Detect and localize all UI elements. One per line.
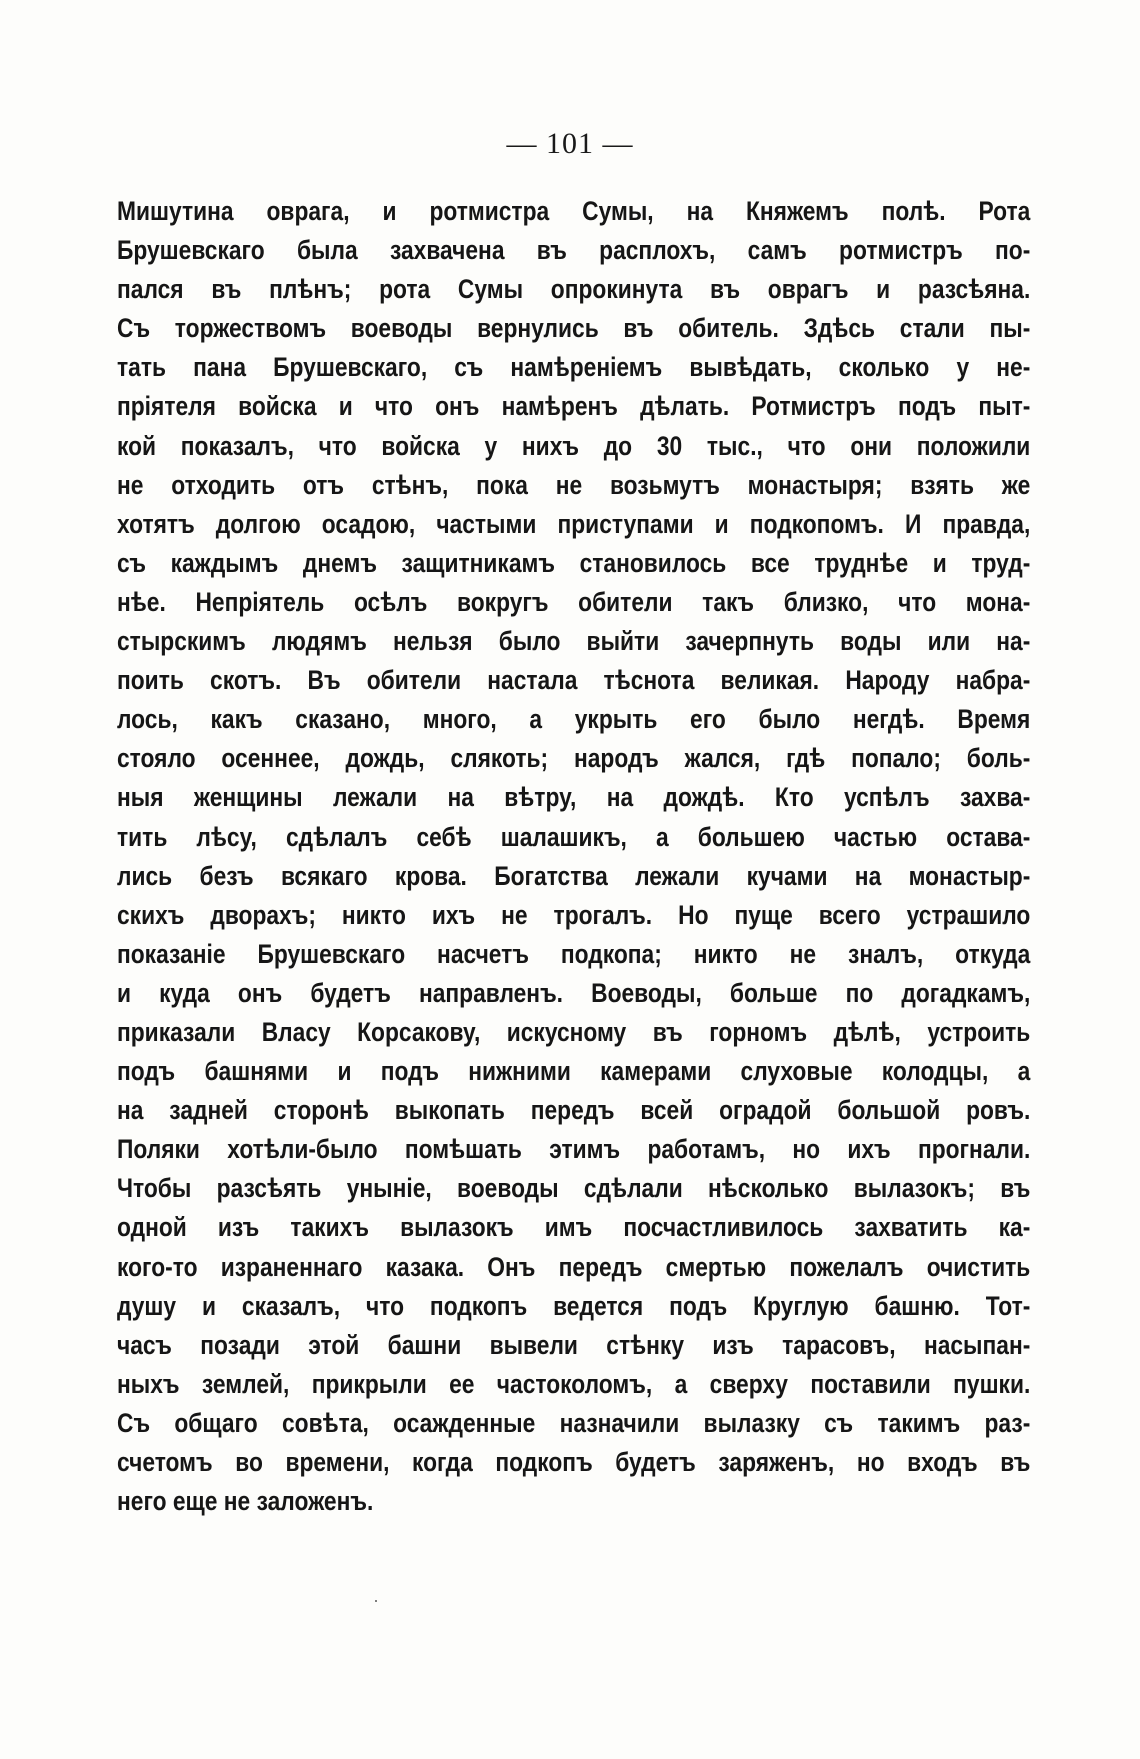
text-line: хотятъ долгою осадою, частыми приступами и подкопомъ. И правда, <box>117 508 1031 539</box>
text-line: скихъ дворахъ; никто ихъ не трогалъ. Но пуще всего устрашило <box>117 899 1031 930</box>
text-line: показаніе Брушевскаго насчетъ подкопа; никто не зналъ, откуда <box>117 938 1031 969</box>
text-line: поить скотъ. Въ обители настала тѣснота великая. Народу набра- <box>117 665 1031 696</box>
text-line: Съ общаго совѣта, осажденные назначили вылазку съ такимъ раз- <box>117 1407 1031 1438</box>
text-line: Мишутина оврага, и ротмистра Сумы, на Княжемъ полѣ. Рота <box>117 196 1031 226</box>
text-line: и куда онъ будетъ направленъ. Воеводы, больше по догадкамъ, <box>117 977 1031 1008</box>
text-line: нѣе. Непріятель осѣлъ вокругъ обители такъ близко, что мона- <box>117 586 1031 617</box>
text-line: одной изъ такихъ вылазокъ имъ посчастливилось захватить ка- <box>117 1212 1031 1243</box>
body-text <box>117 192 1030 1521</box>
text-line-last: него еще не заложенъ. <box>117 1486 374 1517</box>
text-line: приказали Власу Корсакову, искусному въ горномъ дѣлѣ, устроить <box>117 1016 1031 1047</box>
text-line: стояло осеннее, дождь, слякоть; народъ жался, гдѣ попало; боль- <box>117 743 1031 774</box>
text-line: лось, какъ сказано, много, а укрыть его было негдѣ. Время <box>117 704 1031 735</box>
text-line: часъ позади этой башни вывели стѣнку изъ тарасовъ, насыпан- <box>117 1329 1031 1360</box>
text-line: ныхъ землей, прикрыли ее частоколомъ, а сверху поставили пушки. <box>117 1368 1031 1399</box>
text-line: Чтобы разсѣять уныніе, воеводы сдѣлали нѣсколько вылазокъ; въ <box>117 1173 1031 1204</box>
text-line: пался въ плѣнъ; рота Сумы опрокинута въ оврагъ и разсѣяна. <box>117 274 1031 305</box>
text-line: тить лѣсу, сдѣлалъ себѣ шалашикъ, а большею частью остава- <box>117 821 1031 852</box>
text-line: Брушевскаго была захвачена въ расплохъ, самъ ротмистръ по- <box>117 235 1031 266</box>
text-line: Поляки хотѣли-было помѣшать этимъ работамъ, но ихъ прогнали. <box>117 1134 1031 1165</box>
text-line: Съ торжествомъ воеводы вернулись въ обитель. Здѣсь стали пы- <box>117 313 1031 344</box>
text-line: съ каждымъ днемъ защитникамъ становилось все труднѣе и труд- <box>117 547 1031 578</box>
text-line: пріятеля войска и что онъ намѣренъ дѣлать. Ротмистръ подъ пыт- <box>117 391 1031 422</box>
print-speck <box>375 1600 377 1602</box>
text-line: подъ башнями и подъ нижними камерами слуховые колодцы, а <box>117 1056 1031 1087</box>
text-line: кого-то израненнаго казака. Онъ передъ смертью пожелалъ очистить <box>117 1251 1031 1282</box>
text-line: лись безъ всякаго крова. Богатства лежали кучами на монастыр- <box>117 860 1031 891</box>
text-line: кой показалъ, что войска у нихъ до 30 тыс., что они положили <box>117 430 1031 461</box>
text-line: счетомъ во времени, когда подкопъ будетъ заряженъ, но входъ въ <box>117 1447 1031 1477</box>
text-line: ныя женщины лежали на вѣтру, на дождѣ. Кто успѣлъ захва- <box>117 782 1031 813</box>
text-line: не отходить отъ стѣнъ, пока не возьмутъ монастыря; взять же <box>117 469 1031 500</box>
text-line: на задней сторонѣ выкопать передъ всей оградой большой ровъ. <box>117 1095 1031 1126</box>
page-number: — 101 — <box>506 127 634 160</box>
text-line: тать пана Брушевскаго, съ намѣреніемъ вывѣдать, сколько у не- <box>117 352 1031 383</box>
text-line: стырскимъ людямъ нельзя было выйти зачерпнуть воды или на- <box>117 626 1031 657</box>
text-line: душу и сказалъ, что подкопъ ведется подъ Круглую башню. Тот- <box>117 1290 1031 1321</box>
